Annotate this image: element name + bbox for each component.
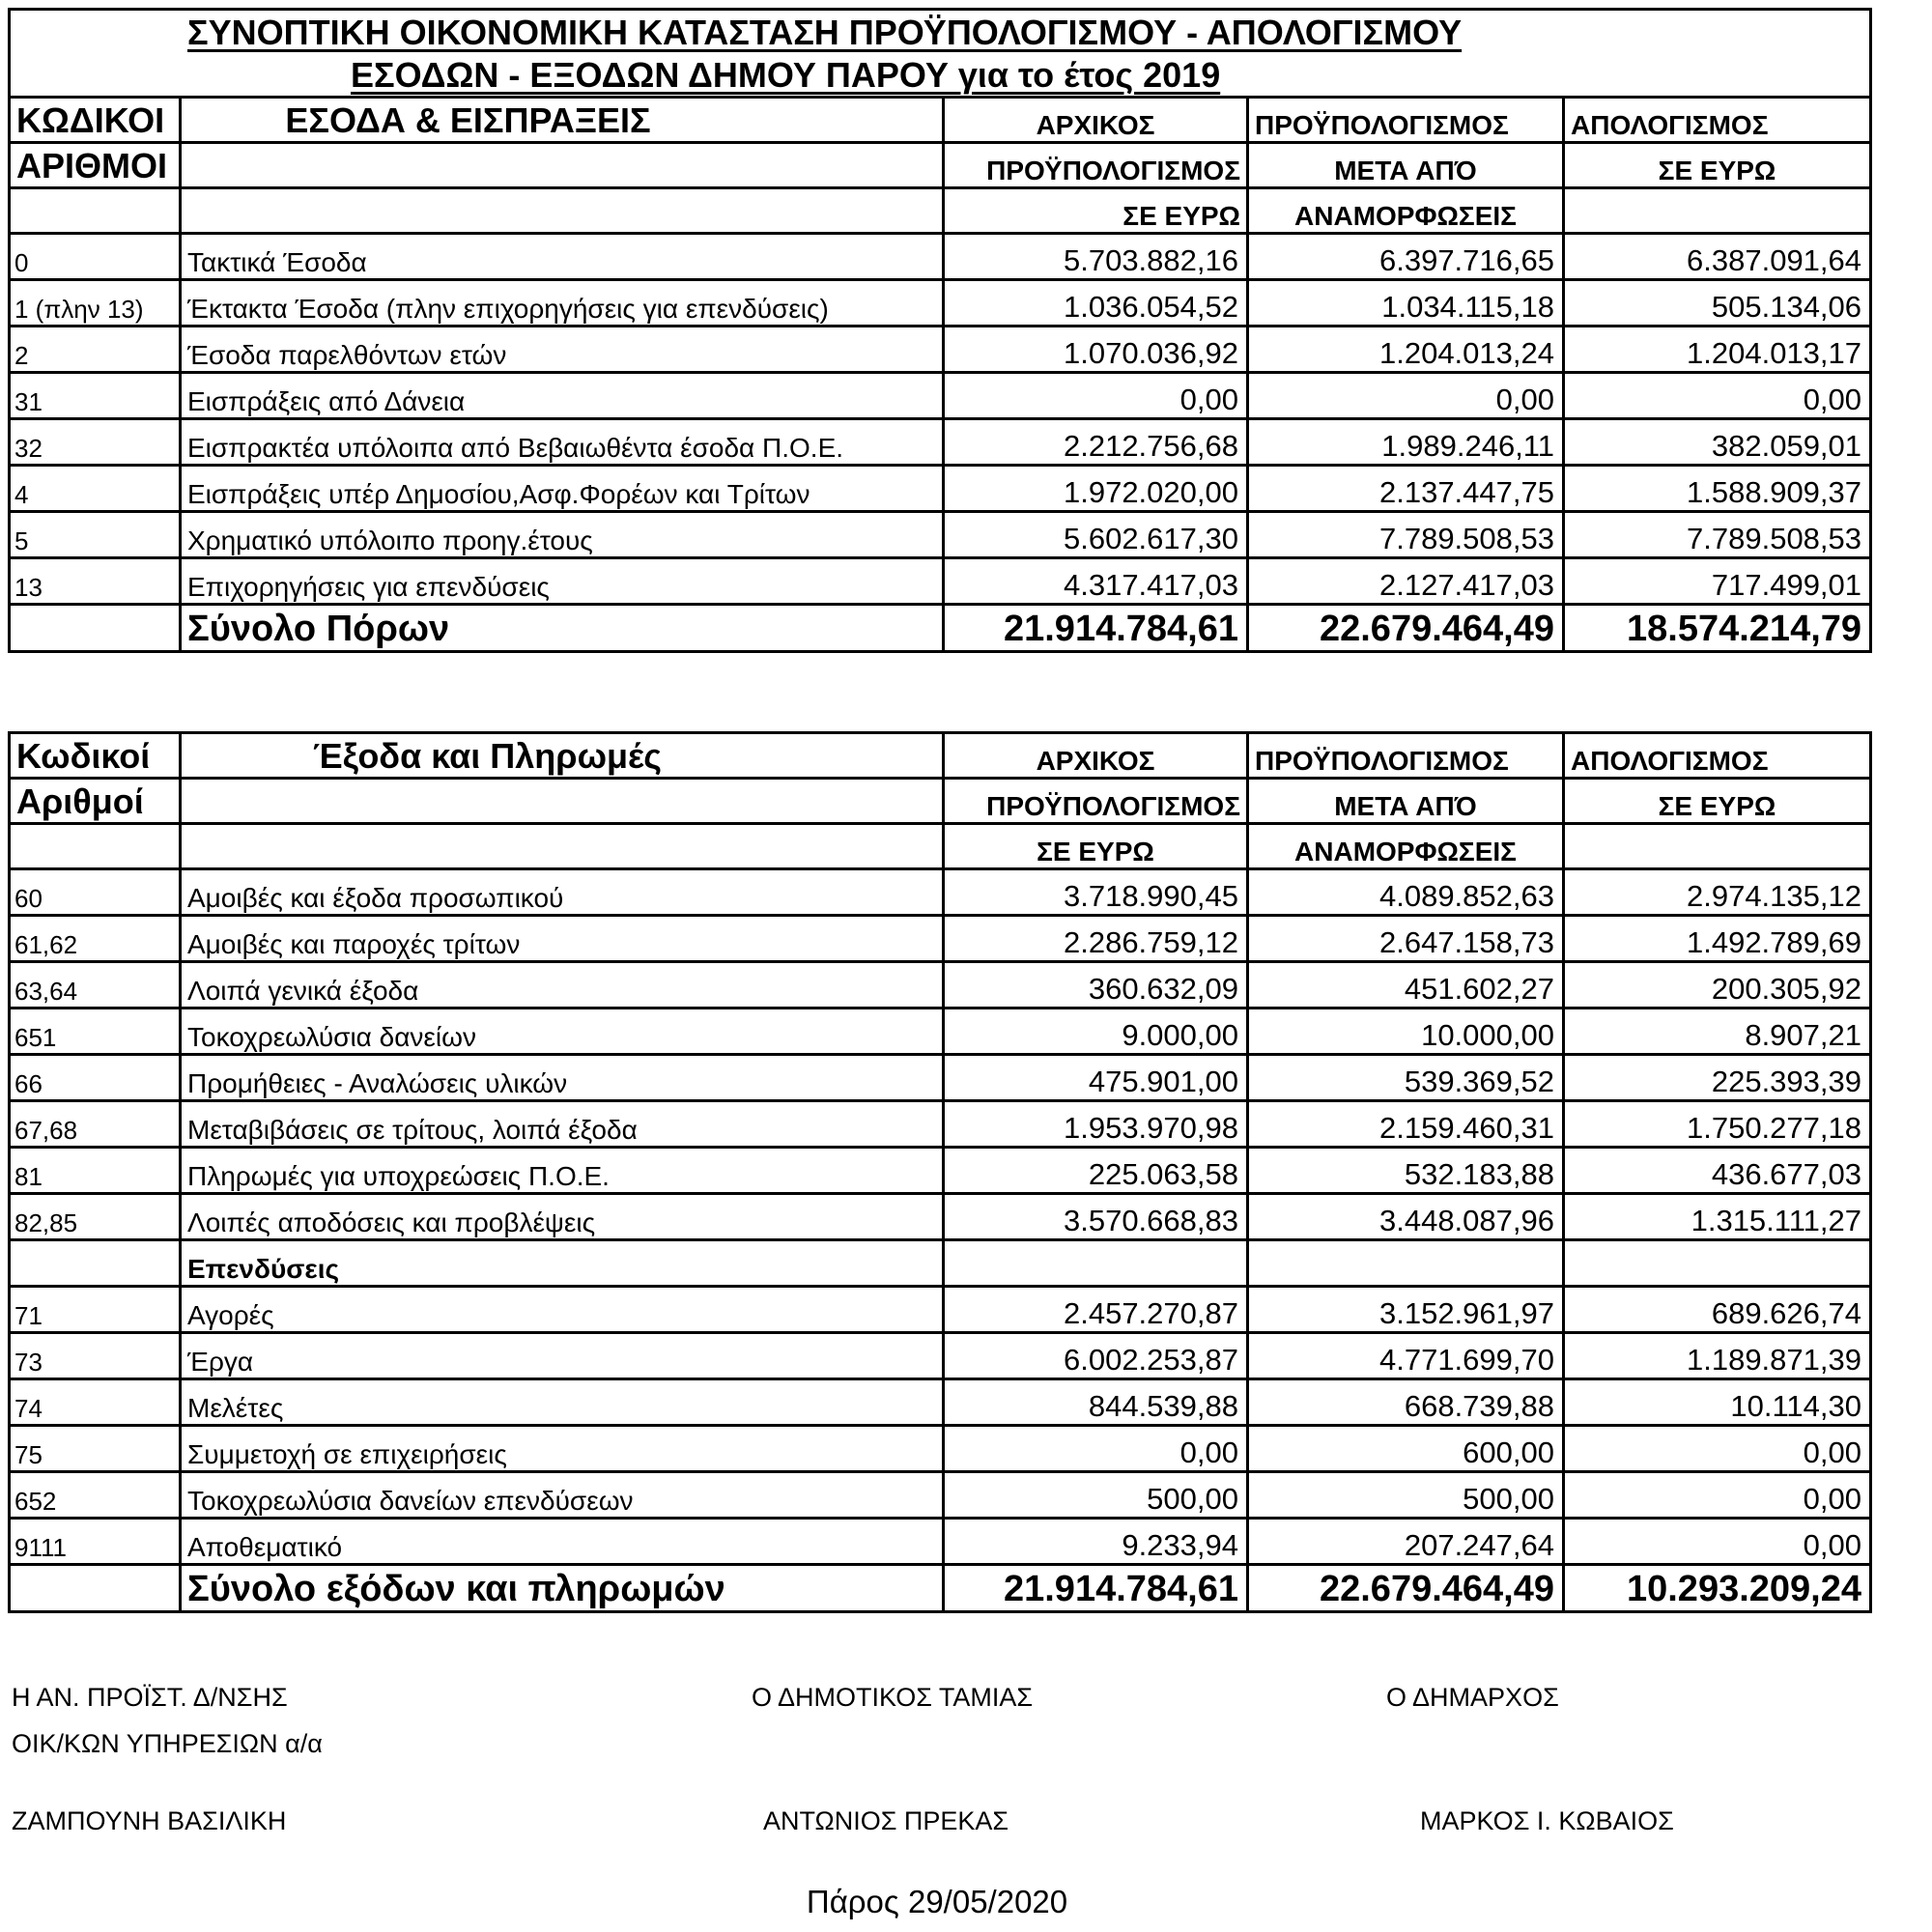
head-name: ΖΑΜΠΟΥΝΗ ΒΑΣΙΛΙΚΗ xyxy=(12,1806,287,1835)
col-initial-header-3: ΣΕ ΕΥΡΩ xyxy=(944,824,1248,869)
col-actual-header-2: ΣΕ ΕΥΡΩ xyxy=(1564,143,1871,188)
account-code: 2 xyxy=(10,327,181,373)
table-row xyxy=(10,1426,1871,1472)
initial-budget-value: 844.539,88 xyxy=(944,1379,1248,1426)
empty-cell xyxy=(10,1565,181,1612)
col-actual-header-1: ΑΠΟΛΟΓΙΣΜΟΣ xyxy=(1564,733,1871,779)
revised-budget-value: 500,00 xyxy=(1248,1472,1564,1519)
row-label: Συμμετοχή σε επιχειρήσεις xyxy=(181,1426,944,1472)
empty-cell xyxy=(10,188,181,234)
place-date: Πάρος 29/05/2020 xyxy=(806,1884,1068,1919)
table-row xyxy=(10,1009,1871,1055)
col-revised-header-2: ΜΕΤΑ ΑΠΌ xyxy=(1248,779,1564,824)
head-title-line-1: Η ΑΝ. ΠΡΟΪΣΤ. Δ/ΝΣΗΣ xyxy=(12,1683,288,1712)
actual-value: 717.499,01 xyxy=(1564,558,1871,605)
account-code: 74 xyxy=(10,1379,181,1426)
revised-budget-value: 600,00 xyxy=(1248,1426,1564,1472)
account-code: 13 xyxy=(10,558,181,605)
actual-value: 1.588.909,37 xyxy=(1564,466,1871,512)
revised-budget-value: 3.152.961,97 xyxy=(1248,1287,1564,1333)
row-label: Επιχορηγήσεις για επενδύσεις xyxy=(181,558,944,605)
initial-budget-value: 5.703.882,16 xyxy=(944,234,1248,280)
document-title-line-2: ΕΣΟΔΩΝ - ΕΞΟΔΩΝ ΔΗΜΟΥ ΠΑΡΟΥ για το έτος 2019 xyxy=(351,55,1221,95)
table-row xyxy=(10,558,1871,605)
account-code: 31 xyxy=(10,373,181,419)
col-revised-header-3: ΑΝΑΜΟΡΦΩΣΕΙΣ xyxy=(1248,188,1564,234)
table-row xyxy=(10,419,1871,466)
actual-value: 1.492.789,69 xyxy=(1564,916,1871,962)
account-code: 9111 xyxy=(10,1519,181,1565)
account-code: 66 xyxy=(10,1055,181,1101)
row-label: Τοκοχρεωλύσια δανείων xyxy=(181,1009,944,1055)
col-revised-header-1: ΠΡΟΫΠΟΛΟΓΙΣΜΟΣ xyxy=(1248,98,1564,143)
expenses-total-revised: 22.679.464,49 xyxy=(1248,1565,1564,1612)
revised-budget-value: 207.247,64 xyxy=(1248,1519,1564,1565)
actual-value: 10.114,30 xyxy=(1564,1379,1871,1426)
account-code: 5 xyxy=(10,512,181,558)
initial-budget-value: 6.002.253,87 xyxy=(944,1333,1248,1379)
table-row xyxy=(10,962,1871,1009)
actual-value: 0,00 xyxy=(1564,373,1871,419)
actual-value: 1.204.013,17 xyxy=(1564,327,1871,373)
actual-value: 1.750.277,18 xyxy=(1564,1101,1871,1148)
table-row xyxy=(10,466,1871,512)
table-row xyxy=(10,373,1871,419)
row-label: Χρηματικό υπόλοιπο προηγ.έτους xyxy=(181,512,944,558)
expenses-section-title: Έξοδα και Πληρωμές xyxy=(181,733,944,779)
account-code: 0 xyxy=(10,234,181,280)
account-code: 82,85 xyxy=(10,1194,181,1240)
document-title-line-1: ΣΥΝΟΠΤΙΚΗ ΟΙΚΟΝΟΜΙΚΗ ΚΑΤΑΣΤΑΣΗ ΠΡΟΫΠΟΛΟΓΙΣΜΟΥ - ΑΠΟΛΟΓΙΣΜΟΥ xyxy=(187,13,1463,52)
revised-budget-value: 2.127.417,03 xyxy=(1248,558,1564,605)
table-row xyxy=(10,869,1871,916)
col-initial-header-1: ΑΡΧΙΚΟΣ xyxy=(944,733,1248,779)
col-actual-header-1: ΑΠΟΛΟΓΙΣΜΟΣ xyxy=(1564,98,1871,143)
expenses-header-row-2 xyxy=(10,779,1871,824)
initial-budget-value: 2.286.759,12 xyxy=(944,916,1248,962)
revised-budget-value: 532.183,88 xyxy=(1248,1148,1564,1194)
expenses-rows xyxy=(10,869,1871,1240)
expenses-header-row-3 xyxy=(10,824,1871,869)
revenue-table xyxy=(8,8,1872,653)
account-code: 67,68 xyxy=(10,1101,181,1148)
expenses-total-initial: 21.914.784,61 xyxy=(944,1565,1248,1612)
revenue-rows xyxy=(10,234,1871,605)
row-label: Λοιπά γενικά έξοδα xyxy=(181,962,944,1009)
mayor-name: ΜΑΡΚΟΣ Ι. ΚΩΒΑΙΟΣ xyxy=(1420,1806,1674,1835)
row-label: Αποθεματικό xyxy=(181,1519,944,1565)
table-row xyxy=(10,1101,1871,1148)
col-actual-header-2: ΣΕ ΕΥΡΩ xyxy=(1564,779,1871,824)
row-label: Μελέτες xyxy=(181,1379,944,1426)
revised-budget-value: 1.204.013,24 xyxy=(1248,327,1564,373)
col-revised-header-3: ΑΝΑΜΟΡΦΩΣΕΙΣ xyxy=(1248,824,1564,869)
revised-budget-value: 539.369,52 xyxy=(1248,1055,1564,1101)
account-code: 73 xyxy=(10,1333,181,1379)
investments-heading: Επενδύσεις xyxy=(181,1240,944,1287)
empty-cell xyxy=(10,605,181,652)
expenses-total-row xyxy=(10,1565,1871,1612)
initial-budget-value: 3.570.668,83 xyxy=(944,1194,1248,1240)
empty-cell xyxy=(181,779,944,824)
empty-cell xyxy=(1564,1240,1871,1287)
treasurer-name: ΑΝΤΩΝΙΟΣ ΠΡΕΚΑΣ xyxy=(763,1806,1009,1835)
actual-value: 7.789.508,53 xyxy=(1564,512,1871,558)
actual-value: 505.134,06 xyxy=(1564,280,1871,327)
col-initial-header-2: ΠΡΟΫΠΟΛΟΓΙΣΜΟΣ xyxy=(944,143,1248,188)
revenue-total-row xyxy=(10,605,1871,652)
treasurer-title: Ο ΔΗΜΟΤΙΚΟΣ ΤΑΜΙΑΣ xyxy=(752,1683,1034,1712)
account-code: 63,64 xyxy=(10,962,181,1009)
col-revised-header-2: ΜΕΤΑ ΑΠΌ xyxy=(1248,143,1564,188)
table-row xyxy=(10,1379,1871,1426)
table-row xyxy=(10,1287,1871,1333)
table-row xyxy=(10,234,1871,280)
initial-budget-value: 2.457.270,87 xyxy=(944,1287,1248,1333)
numbers-header: Αριθμοί xyxy=(10,779,181,824)
empty-cell xyxy=(10,824,181,869)
row-label: Εισπράξεις από Δάνεια xyxy=(181,373,944,419)
revised-budget-value: 10.000,00 xyxy=(1248,1009,1564,1055)
initial-budget-value: 0,00 xyxy=(944,373,1248,419)
revised-budget-value: 668.739,88 xyxy=(1248,1379,1564,1426)
table-row xyxy=(10,1055,1871,1101)
table-row xyxy=(10,1148,1871,1194)
expenses-total-label: Σύνολο εξόδων και πληρωμών xyxy=(181,1565,944,1612)
title-row-1 xyxy=(10,10,1871,54)
actual-value: 6.387.091,64 xyxy=(1564,234,1871,280)
revenue-section-title: ΕΣΟΔΑ & ΕΙΣΠΡΑΞΕΙΣ xyxy=(181,98,944,143)
numbers-header: ΑΡΙΘΜΟΙ xyxy=(10,143,181,188)
initial-budget-value: 9.000,00 xyxy=(944,1009,1248,1055)
actual-value: 200.305,92 xyxy=(1564,962,1871,1009)
revenue-header-row-2 xyxy=(10,143,1871,188)
table-row xyxy=(10,1519,1871,1565)
actual-value: 436.677,03 xyxy=(1564,1148,1871,1194)
expenses-table xyxy=(8,731,1872,1613)
mayor-title: Ο ΔΗΜΑΡΧΟΣ xyxy=(1386,1683,1559,1712)
row-label: Τακτικά Έσοδα xyxy=(181,234,944,280)
col-initial-header-3: ΣΕ ΕΥΡΩ xyxy=(944,188,1248,234)
row-label: Αγορές xyxy=(181,1287,944,1333)
investment-rows xyxy=(10,1287,1871,1565)
row-label: Έκτακτα Έσοδα (πλην επιχορηγήσεις για επενδύσεις) xyxy=(181,280,944,327)
initial-budget-value: 0,00 xyxy=(944,1426,1248,1472)
actual-value: 0,00 xyxy=(1564,1426,1871,1472)
expenses-total-actual: 10.293.209,24 xyxy=(1564,1565,1871,1612)
revenue-total-label: Σύνολο Πόρων xyxy=(181,605,944,652)
account-code: 71 xyxy=(10,1287,181,1333)
table-row xyxy=(10,280,1871,327)
empty-cell xyxy=(181,188,944,234)
actual-value: 225.393,39 xyxy=(1564,1055,1871,1101)
revised-budget-value: 2.647.158,73 xyxy=(1248,916,1564,962)
account-code: 61,62 xyxy=(10,916,181,962)
initial-budget-value: 9.233,94 xyxy=(944,1519,1248,1565)
revenue-header-row-1 xyxy=(10,98,1871,143)
revised-budget-value: 2.159.460,31 xyxy=(1248,1101,1564,1148)
row-label: Αμοιβές και παροχές τρίτων xyxy=(181,916,944,962)
row-label: Έργα xyxy=(181,1333,944,1379)
actual-value: 0,00 xyxy=(1564,1472,1871,1519)
initial-budget-value: 1.070.036,92 xyxy=(944,327,1248,373)
actual-value: 2.974.135,12 xyxy=(1564,869,1871,916)
revised-budget-value: 1.034.115,18 xyxy=(1248,280,1564,327)
col-initial-header-2: ΠΡΟΫΠΟΛΟΓΙΣΜΟΣ xyxy=(944,779,1248,824)
initial-budget-value: 360.632,09 xyxy=(944,962,1248,1009)
initial-budget-value: 1.953.970,98 xyxy=(944,1101,1248,1148)
account-code: 1 (πλην 13) xyxy=(10,280,181,327)
head-title-line-2: ΟΙΚ/ΚΩΝ ΥΠΗΡΕΣΙΩΝ α/α xyxy=(12,1729,323,1758)
account-code: 652 xyxy=(10,1472,181,1519)
account-code: 651 xyxy=(10,1009,181,1055)
table-row xyxy=(10,327,1871,373)
revised-budget-value: 1.989.246,11 xyxy=(1248,419,1564,466)
codes-header: ΚΩΔΙΚΟΙ xyxy=(10,98,181,143)
initial-budget-value: 3.718.990,45 xyxy=(944,869,1248,916)
empty-cell xyxy=(181,824,944,869)
initial-budget-value: 4.317.417,03 xyxy=(944,558,1248,605)
revised-budget-value: 3.448.087,96 xyxy=(1248,1194,1564,1240)
col-revised-header-1: ΠΡΟΫΠΟΛΟΓΙΣΜΟΣ xyxy=(1248,733,1564,779)
row-label: Μεταβιβάσεις σε τρίτους, λοιπά έξοδα xyxy=(181,1101,944,1148)
row-label: Έσοδα παρελθόντων ετών xyxy=(181,327,944,373)
account-code: 32 xyxy=(10,419,181,466)
table-row xyxy=(10,1472,1871,1519)
revised-budget-value: 4.771.699,70 xyxy=(1248,1333,1564,1379)
revenue-total-actual: 18.574.214,79 xyxy=(1564,605,1871,652)
account-code: 60 xyxy=(10,869,181,916)
actual-value: 689.626,74 xyxy=(1564,1287,1871,1333)
revised-budget-value: 2.137.447,75 xyxy=(1248,466,1564,512)
empty-cell xyxy=(10,1240,181,1287)
actual-value: 1.315.111,27 xyxy=(1564,1194,1871,1240)
row-label: Εισπράξεις υπέρ Δημοσίου,Ασφ.Φορέων και Τρίτων xyxy=(181,466,944,512)
revised-budget-value: 7.789.508,53 xyxy=(1248,512,1564,558)
initial-budget-value: 1.972.020,00 xyxy=(944,466,1248,512)
actual-value: 382.059,01 xyxy=(1564,419,1871,466)
revenue-total-initial: 21.914.784,61 xyxy=(944,605,1248,652)
initial-budget-value: 225.063,58 xyxy=(944,1148,1248,1194)
empty-cell xyxy=(944,1240,1248,1287)
account-code: 75 xyxy=(10,1426,181,1472)
initial-budget-value: 2.212.756,68 xyxy=(944,419,1248,466)
row-label: Εισπρακτέα υπόλοιπα από Βεβαιωθέντα έσοδα Π.Ο.Ε. xyxy=(181,419,944,466)
initial-budget-value: 1.036.054,52 xyxy=(944,280,1248,327)
row-label: Αμοιβές και έξοδα προσωπικού xyxy=(181,869,944,916)
row-label: Προμήθειες - Αναλώσεις υλικών xyxy=(181,1055,944,1101)
account-code: 4 xyxy=(10,466,181,512)
row-label: Λοιπές αποδόσεις και προβλέψεις xyxy=(181,1194,944,1240)
expenses-header-row-1 xyxy=(10,733,1871,779)
table-row xyxy=(10,916,1871,962)
table-row xyxy=(10,1194,1871,1240)
col-actual-header-3 xyxy=(1564,188,1871,234)
revised-budget-value: 451.602,27 xyxy=(1248,962,1564,1009)
revised-budget-value: 4.089.852,63 xyxy=(1248,869,1564,916)
table-row xyxy=(10,1333,1871,1379)
empty-cell xyxy=(1248,1240,1564,1287)
investments-heading-row xyxy=(10,1240,1871,1287)
initial-budget-value: 475.901,00 xyxy=(944,1055,1248,1101)
revenue-total-revised: 22.679.464,49 xyxy=(1248,605,1564,652)
row-label: Τοκοχρεωλύσια δανείων επενδύσεων xyxy=(181,1472,944,1519)
actual-value: 1.189.871,39 xyxy=(1564,1333,1871,1379)
table-row xyxy=(10,512,1871,558)
initial-budget-value: 500,00 xyxy=(944,1472,1248,1519)
account-code: 81 xyxy=(10,1148,181,1194)
revised-budget-value: 0,00 xyxy=(1248,373,1564,419)
actual-value: 8.907,21 xyxy=(1564,1009,1871,1055)
col-actual-header-3 xyxy=(1564,824,1871,869)
title-row-2 xyxy=(10,53,1871,98)
empty-cell xyxy=(181,143,944,188)
row-label: Πληρωμές για υποχρεώσεις Π.Ο.Ε. xyxy=(181,1148,944,1194)
initial-budget-value: 5.602.617,30 xyxy=(944,512,1248,558)
col-initial-header-1: ΑΡΧΙΚΟΣ xyxy=(944,98,1248,143)
actual-value: 0,00 xyxy=(1564,1519,1871,1565)
revenue-header-row-3 xyxy=(10,188,1871,234)
codes-header: Κωδικοί xyxy=(10,733,181,779)
revised-budget-value: 6.397.716,65 xyxy=(1248,234,1564,280)
